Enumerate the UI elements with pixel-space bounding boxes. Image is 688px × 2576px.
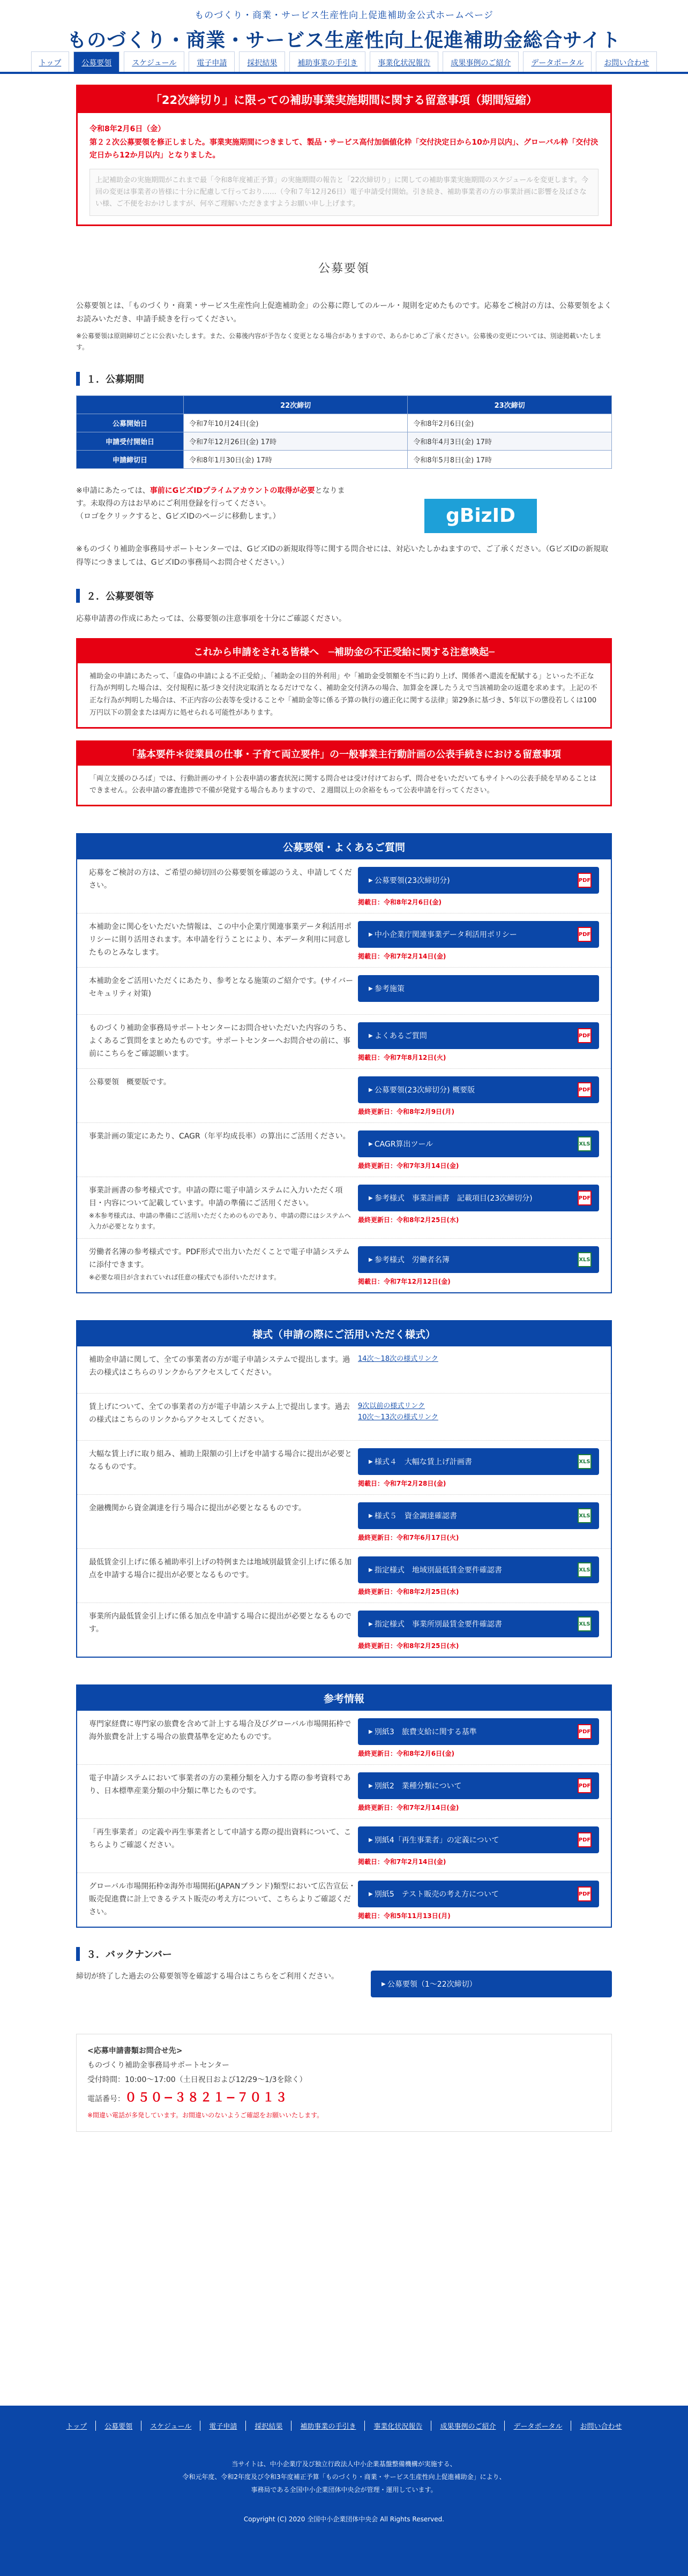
global-nav <box>0 49 688 74</box>
footer-nav <box>0 2406 688 2431</box>
download-button-label: ▶ 公募要領(23次締切分) <box>369 875 450 886</box>
row-date: 最終更新日：令和8年2月25日(水) <box>358 1588 459 1596</box>
footer-line-2: 令和元年度、令和2年度及び令和3年度補正予算「ものづくり・商業・サービス生産性向上促進補助金」により、 <box>182 2473 506 2481</box>
nav-item[interactable]: トップ <box>31 51 70 72</box>
pdf-file-icon: PDF <box>578 1778 592 1793</box>
gbiz-text-3: となります。未取得の方はお早めにご利用登録を行ってください。 <box>76 486 345 508</box>
contact-tel-label: 電話番号： <box>87 2095 125 2104</box>
row-description: 専門家経費に専門家の旅費を含めて計上する場合及びグローバル市場開拓枠で海外旅費を計上する場合の旅費基準を定めたものです。 <box>89 1720 352 1742</box>
period-value: 令和8年5月8日(金) 17時 <box>408 450 612 468</box>
panel-row <box>77 968 611 1015</box>
panel-row <box>77 859 611 913</box>
download-button-label: ▶ 別紙4「再生事業者」の定義について <box>369 1834 499 1845</box>
row-date: 掲載日：令和8年2月6日(金) <box>358 898 442 906</box>
period-label: 申請受付開始日 <box>77 432 184 450</box>
nav-item[interactable]: 採択結果 <box>239 51 285 72</box>
panel-row <box>77 1177 611 1239</box>
footer-nav-item[interactable]: お問い合わせ <box>580 2423 622 2431</box>
row-description: 大幅な賃上げに取り組み、補助上限額の引上げを申請する場合に提出が必要となるものです。 <box>89 1450 352 1472</box>
nav-item[interactable]: スケジュール <box>124 51 184 72</box>
period-row <box>77 432 612 450</box>
footer-nav-item[interactable]: 公募要領 <box>96 2421 141 2431</box>
row-description: 本補助金をご活用いただくにあたり、参考となる施策のご紹介です。(サイバーセキュリティ対策) <box>89 977 354 998</box>
excel-file-icon: XLS <box>578 1454 592 1469</box>
pdf-file-icon: PDF <box>578 1886 592 1901</box>
gbizid-logo[interactable]: gBizID <box>424 499 537 533</box>
download-button-label: ▶ 別紙5 テスト販売の考え方について <box>369 1889 499 1899</box>
row-description: 公募要領 概要版です。 <box>89 1078 171 1087</box>
panel-heading: 公募要領・よくあるご質問 <box>77 834 611 859</box>
footer-nav-item[interactable]: データポータル <box>505 2421 571 2431</box>
period-value: 令和8年2月6日(金) <box>408 414 612 432</box>
download-button-label: ▶ 参考様式 事業計画書 記載項目(23次締切分) <box>369 1193 533 1203</box>
download-button-label: ▶ 指定様式 地域別最低賃金要件確認書 <box>369 1564 502 1575</box>
excel-file-icon: XLS <box>578 1252 592 1267</box>
footer-nav-item[interactable]: 事業化状況報告 <box>365 2421 431 2431</box>
nav-item[interactable]: お問い合わせ <box>596 51 657 72</box>
period-value: 令和8年1月30日(金) 17時 <box>184 450 408 468</box>
row-description: ものづくり補助金事務局サポートセンターにお問合せいただいた内容のうち、よくあるご質問をまとめたものです。サポートセンターへお問合せの前に、事前にこちらをご確認願います。 <box>89 1024 352 1058</box>
download-button-label: ▶ CAGR算出ツール <box>369 1139 433 1149</box>
period-row <box>77 450 612 468</box>
form-link[interactable]: 10次〜13次の様式リンク <box>358 1413 438 1422</box>
koubo-intro: 公募要領とは、「ものづくり・商業・サービス生産性向上促進補助金」の公募に際してのルール・規則を定めたものです。応募をご検討の方は、公募要領をよくお読みいただき、申請手続きを行ってください。 <box>76 301 612 324</box>
download-button[interactable] <box>358 1881 599 1907</box>
footer-line-3: 事務局である全国中小企業団体中央会が管理・運用しています。 <box>251 2486 437 2493</box>
balance-notice <box>76 740 612 807</box>
footer-nav-item[interactable]: 採択結果 <box>246 2421 291 2431</box>
panel-reference <box>76 1684 612 1928</box>
alert-heading: 「22次締切り」に限っての補助事業実施期間に関する留意事項（期間短縮） <box>78 86 610 113</box>
row-note: ※必要な項目が含まれていれば任意の様式でも添付いただけます。 <box>89 1273 281 1281</box>
download-button[interactable] <box>358 1022 599 1049</box>
form-link[interactable]: 14次〜18次の様式リンク <box>358 1355 438 1364</box>
nav-item[interactable]: 公募要領 <box>73 51 119 72</box>
download-button-label: ▶ 参考施策 <box>369 983 405 994</box>
period-value: 令和8年4月3日(金) 17時 <box>408 432 612 450</box>
period-table <box>76 395 612 469</box>
download-button-label: ▶ 別紙2 業種分類について <box>369 1780 462 1791</box>
download-button[interactable] <box>358 1556 599 1583</box>
alert-date: 令和8年2月6日（金） <box>89 125 166 133</box>
footer-nav-item[interactable]: トップ <box>58 2421 96 2431</box>
row-description: 労働者名簿の参考様式です。PDF形式で出力いただくことで電子申請システムに添付できます。 <box>89 1248 350 1270</box>
footer-nav-item[interactable]: 電子申請 <box>200 2421 246 2431</box>
download-button[interactable] <box>358 867 599 894</box>
backnumber-row <box>76 1971 612 2018</box>
download-button[interactable] <box>358 1772 599 1799</box>
backnumber-text: 締切が終了した過去の公募要領等を確認する場合はこちらをご利用ください。 <box>76 1972 339 1981</box>
pdf-file-icon: PDF <box>578 1724 592 1739</box>
period-value: 令和7年10月24日(金) <box>184 414 408 432</box>
col-22: 22次締切 <box>184 395 408 414</box>
contact-name: ものづくり補助金事務局サポートセンター <box>87 2061 230 2070</box>
panel-row <box>77 1123 611 1177</box>
panel-row <box>77 1765 611 1819</box>
row-description: 事業所内最低賃金引上げに係る加点を申請する場合に提出が必要となるものです。 <box>89 1612 352 1634</box>
download-button-label: ▶ 指定様式 事業所別最賃金要件確認書 <box>369 1619 502 1629</box>
row-date: 最終更新日：令和7年6月17日(火) <box>358 1534 459 1542</box>
row-date: 掲載日：令和7年12月12日(金) <box>358 1278 451 1286</box>
excel-file-icon: XLS <box>578 1616 592 1631</box>
copyright: Copyright (C) 2020 全国中小企業団体中央会 All Rights Reserved. <box>243 2515 445 2523</box>
period-label: 公募開始日 <box>77 414 184 432</box>
download-button-label: ▶ よくあるご質問 <box>369 1030 427 1041</box>
download-button-label: ▶ 参考様式 労働者名簿 <box>369 1254 450 1265</box>
period-label: 申請締切日 <box>77 450 184 468</box>
panel-row <box>77 1819 611 1873</box>
site-header <box>0 0 688 49</box>
row-date: 掲載日：令和5年11月13日(月) <box>358 1912 451 1920</box>
site-subtitle: ものづくり・商業・サービス生産性向上促進補助金公式ホームページ <box>195 10 493 21</box>
pdf-file-icon: PDF <box>578 927 592 942</box>
site-title[interactable]: ものづくり・商業・サービス生産性向上促進補助金総合サイト <box>67 29 621 51</box>
row-description: 事業計画書の参考様式です。申請の際に電子申請システムに入力いただく項目・内容について記載しています。申請の準備にご活用ください。 <box>89 1186 343 1208</box>
footer-nav-item[interactable]: スケジュール <box>141 2421 200 2431</box>
footer-nav-item[interactable]: 補助事業の手引き <box>291 2421 365 2431</box>
gbiz-text-2: 事前にGビズIDプライムアカウントの取得が必要 <box>149 486 315 495</box>
download-button[interactable] <box>358 1718 599 1745</box>
pdf-file-icon: PDF <box>578 1832 592 1847</box>
footer-nav-item[interactable]: 成果事例のご紹介 <box>431 2421 505 2431</box>
download-button[interactable] <box>358 975 599 1002</box>
gbiz-text-4: （ロゴをクリックすると、GビズIDのページに移動します。） <box>76 512 280 521</box>
gbiz-text-1: ※申請にあたっては、 <box>76 486 150 495</box>
panel-row <box>77 913 611 968</box>
download-button[interactable] <box>358 1246 599 1273</box>
row-description: 事業計画の策定にあたり、CAGR（年平均成長率）の算出にご活用ください。 <box>89 1132 350 1141</box>
panel-row <box>77 1015 611 1069</box>
gbiz-section <box>76 485 612 533</box>
panel-heading: 参考情報 <box>77 1686 611 1711</box>
contact-warn: ※間違い電話が多発しています。お間違いのないようご確認をお願いいたします。 <box>87 2111 324 2119</box>
row-date: 掲載日：令和7年8月12日(火) <box>358 1054 446 1061</box>
download-button[interactable] <box>358 1448 599 1475</box>
row-description: 最低賃金引上げに係る補助率引上げの特例または地域別最賃金引上げに係る加点を申請する場合に提出が必要となるものです。 <box>89 1558 352 1580</box>
pdf-file-icon: PDF <box>578 1190 592 1205</box>
form-link[interactable]: 9次以前の様式リンク <box>358 1402 425 1411</box>
sec2-heading: ２．公募要領等 <box>76 589 612 603</box>
panel-row <box>77 1346 611 1394</box>
panel-row <box>77 1495 611 1549</box>
contact-tel[interactable]: ０５０−３８２１−７０１３ <box>125 2091 288 2105</box>
row-date: 掲載日：令和7年2月14日(金) <box>358 1858 446 1866</box>
excel-file-icon: XLS <box>578 1562 592 1577</box>
sec3-heading: ３．バックナンバー <box>76 1947 612 1961</box>
download-button-label: ▶ 様式４ 大幅な賃上げ計画書 <box>369 1456 472 1467</box>
row-date: 最終更新日：令和8年2月25日(水) <box>358 1216 459 1224</box>
period-value: 令和7年12月26日(金) 17時 <box>184 432 408 450</box>
panel-row <box>77 1873 611 1927</box>
row-description: 金融機関から資金調達を行う場合に提出が必要となるものです。 <box>89 1504 306 1513</box>
download-button[interactable] <box>358 1826 599 1853</box>
balance-notice-body: 「両立支援のひろば」では、行動計画のサイト公表申請の審査状況に関する問合せは受け付けておらず、問合せをいただいてもサイトへの公表手続を早めることはできません。公表申請の審査進捗で不備が発覚する場合もありますので、２週間以上の余裕をもって公表申請を行ってください。 <box>89 774 597 795</box>
contact-title: <応募申請書類お問合せ先> <box>87 2047 183 2056</box>
backnumber-button-label: ▶ 公募要領（1〜22次締切） <box>382 1979 477 1989</box>
balance-notice-heading: 「基本要件＊従業員の仕事・子育て両立要件」の一般事業主行動計画の公表手続きにおける留意事項 <box>78 742 610 766</box>
panel-koubo <box>76 833 612 1293</box>
download-button[interactable] <box>358 1185 599 1211</box>
row-date: 最終更新日：令和7年2月14日(金) <box>358 1804 459 1812</box>
row-description: 補助金申請に関して、全ての事業者の方が電子申請システムで提出します。過去の様式はこちらのリンクからアクセスしてください。 <box>89 1356 350 1377</box>
panel-row <box>77 1239 611 1292</box>
panel-row <box>77 1603 611 1657</box>
row-date: 最終更新日：令和7年3月14日(金) <box>358 1162 459 1170</box>
contact-hours: 受付時間：10:00〜17:00（土日祝日および12/29〜1/3を除く） <box>87 2075 307 2084</box>
panel-row <box>77 1069 611 1123</box>
fraud-notice-heading: これから申請をされる皆様へ ─補助金の不正受給に関する注意喚起─ <box>78 640 610 663</box>
backnumber-button[interactable] <box>371 1971 612 1997</box>
excel-file-icon: XLS <box>578 1136 592 1151</box>
download-button-label: ▶ 公募要領(23次締切分) 概要版 <box>369 1084 475 1095</box>
download-button-label: ▶ 別紙3 旅費支給に関する基準 <box>369 1726 477 1737</box>
row-description: 応募をご検討の方は、ご希望の締切回の公募要領を確認のうえ、申請してください。 <box>89 868 352 890</box>
download-button-label: ▶ 中小企業庁関連事業データ利活用ポリシー <box>369 929 517 940</box>
panel-row <box>77 1394 611 1441</box>
panel-heading: 様式（申請の際にご活用いただく様式） <box>77 1321 611 1346</box>
row-date: 最終更新日：令和8年2月25日(水) <box>358 1642 459 1650</box>
nav-item[interactable]: 補助事業の手引き <box>289 51 365 72</box>
nav-item[interactable]: 成果事例のご紹介 <box>443 51 519 72</box>
pdf-file-icon: PDF <box>578 873 592 888</box>
fraud-notice-body: 補助金の申請にあたって、「虚偽の申請による不正受給」、「補助金の目的外利用」や「補助金受領額を不当に釣り上げ、関係者へ還流を配賦する」といった不正な行為が判明した場合は、交付規程に基づき交付決定取消となるだけでなく、補助金交付済みの場合、加算金を課したうえで当該補助金の返還を求めます。上記の不正な行為が判明した場合は、不正内容の公表等を受けることや「補助金等に係る予算の執行の適正化に関する法律」第29条に基づき、5年以下の懲役若しくは100万円以下の罰金または両方に処せられる可能性があります。 <box>89 672 597 717</box>
row-description: 電子申請システムにおいて事業者の方の業種分類を入力する際の参考資料であり、日本標準産業分類の中分類に準じたものです。 <box>89 1774 351 1796</box>
nav-item[interactable]: 電子申請 <box>189 51 235 72</box>
alert-grey-text: 上記補助金の実施期間がこれまで最「令和8年度補正予算」の実施期間の報告と「22次締切り」に関しての補助事業実施期間のスケジュールを変更します。今回の変更は事業者の皆様に十分に配慮して行っており……（令和７年12月26日）電子申請受付開始。引き続き、補助事業者の方の事業計画に影響を及ぼさない様、ご不便をおかけしますが、何卒ご理解いただきますようお願い申し上げます。 <box>89 169 599 216</box>
sec2-intro: 応募申請書の作成にあたっては、公募要領の注意事項を十分にご確認ください。 <box>76 615 346 624</box>
row-date: 掲載日：令和7年2月14日(金) <box>358 953 446 960</box>
panel-forms <box>76 1320 612 1658</box>
site-footer <box>0 2406 688 2576</box>
download-button[interactable] <box>358 921 599 948</box>
period-heading: １．公募期間 <box>76 372 612 386</box>
page-title: 公募要領 <box>318 261 370 275</box>
download-button[interactable] <box>358 1502 599 1529</box>
row-date: 最終更新日：令和8年2月6日(金) <box>358 1750 455 1758</box>
panel-row <box>77 1549 611 1603</box>
download-button[interactable] <box>358 1076 599 1103</box>
excel-file-icon: XLS <box>578 1508 592 1523</box>
pdf-file-icon: PDF <box>578 1028 592 1043</box>
row-description: 本補助金に関心をいただいた情報は、この中小企業庁関連事業データ利活用ポリシーに則り活用されます。本申請を行うことにより、本データ利用に同意したものとみなします。 <box>89 923 352 957</box>
pdf-file-icon: PDF <box>578 1082 592 1097</box>
row-description: 賃上げについて、全ての事業者の方が電子申請システム上で提出します。過去の様式はこちらのリンクからアクセスしてください。 <box>89 1403 350 1425</box>
main-content <box>76 85 612 2132</box>
download-button-label: ▶ 様式５ 資金調達確認書 <box>369 1510 457 1521</box>
row-description: グローバル市場開拓枠②海外市場開拓(JAPANブランド)類型において広告宣伝・販売促進費に計上できるテスト販売の考え方について、こちらよりご確認ください。 <box>89 1882 356 1916</box>
fraud-notice <box>76 638 612 729</box>
nav-item[interactable]: 事業化状況報告 <box>370 51 438 72</box>
download-button[interactable] <box>358 1130 599 1157</box>
period-alert-box <box>76 85 612 226</box>
gbiz-note: ※ものづくり補助金事務局サポートセンターでは、GビズIDの新規取得等に関する問合せには、対応いたしかねますので、ご了承ください。（GビズIDの新規取得等につきましては、GビズIDの事務局へお問合せください。） <box>76 544 608 567</box>
row-date: 最終更新日：令和8年2月9日(月) <box>358 1108 455 1115</box>
koubo-note: ※公募要領は原則締切ごとに公表いたします。また、公募後内容が予告なく変更となる場合がありますので、あらかじめご了承ください。公募後の変更については、別途掲載いたします。 <box>76 332 602 351</box>
contact-box <box>76 2034 612 2131</box>
row-date: 掲載日：令和7年2月28日(金) <box>358 1480 446 1488</box>
row-description: 「再生事業者」の定義や再生事業者として申請する際の提出資料について、こちらよりご確認ください。 <box>89 1828 352 1850</box>
alert-body: 第２２次公募要領を修正しました。事業実施期間につきまして、製品・サービス高付加価値化枠「交付決定日から10か月以内」、グローバル枠「交付決定日から12か月以内」となりました。 <box>89 138 599 160</box>
download-button[interactable] <box>358 1611 599 1637</box>
footer-line-1: 当サイトは、中小企業庁及び独立行政法人中小企業基盤整備機構が実施する、 <box>231 2460 457 2468</box>
nav-item[interactable]: データポータル <box>523 51 592 72</box>
period-row <box>77 414 612 432</box>
row-note: ※本参考様式は、申請の準備にご活用いただくためのものであり、申請の際にはシステムへ入力が必要となります。 <box>89 1211 351 1230</box>
panel-row <box>77 1711 611 1765</box>
col-23: 23次締切 <box>408 395 612 414</box>
panel-row <box>77 1441 611 1495</box>
